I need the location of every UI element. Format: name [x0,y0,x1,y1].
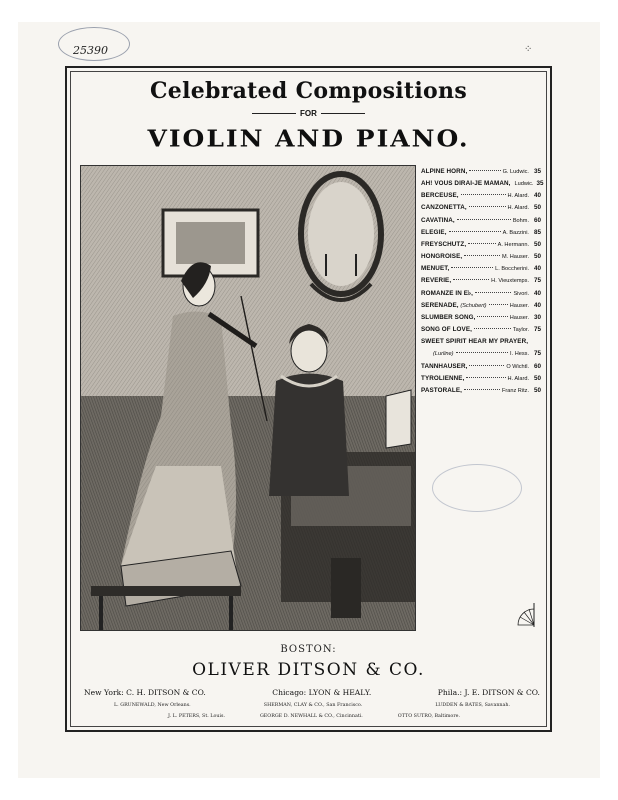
list-item: SERENADE, (Schubert) Hauser. 40 [421,301,541,309]
list-item: CANZONETTA, H. Alard. 50 [421,204,541,212]
subagent: L. GRUNEWALD, New Orleans. [114,703,191,708]
list-item: ROMANZE IN E♭, Sivori. 40 [421,289,541,297]
library-stamp [432,464,522,512]
list-item: FREYSCHUTZ, A. Hermann. 50 [421,240,541,248]
corner-mark-icon: ⁘ [524,44,533,55]
agent-chicago: Chicago: LYON & HEALY. [272,688,372,697]
catalog-number: 25390 [73,44,108,57]
subagent: J. L. PETERS, St. Louis. [168,714,225,719]
title-celebrated-compositions: Celebrated Compositions [149,78,468,104]
ornament-right-icon [321,113,365,114]
list-item: TYROLIENNE, H. Alard. 50 [421,374,541,382]
subagents-row-1 [84,703,540,708]
subagent: GEORGE D. NEWHALL & CO., Cincinnati. [259,714,363,719]
subagent: SHERMAN, CLAY & CO., San Francisco. [263,703,363,708]
subagents-row-2 [84,714,540,719]
list-item: SONG OF LOVE, Taylor. 75 [421,326,541,334]
list-item: SLUMBER SONG, Hauser. 30 [421,313,541,321]
ornament-left-icon [252,113,296,114]
list-item: AH! VOUS DIRAI-JE MAMAN, Ludwic. 35 [421,180,544,188]
oval-mirror [301,174,381,300]
publisher-name: OLIVER DITSON & CO. [192,660,425,680]
list-item: (Lurline) I. Hess. 75 [433,350,541,358]
copyright-stamp [58,27,130,61]
agent-philadelphia: Phila.: J. E. DITSON & CO. [437,688,540,697]
list-item: HONGROISE, M. Hauser. 50 [421,253,541,261]
agents-row [84,688,540,697]
subagent: LUDDEN & BATES, Savannah. [435,703,510,708]
list-item: TANNHAUSER, O Wichtl. 60 [421,362,541,370]
list-item: REVERIE, H. Vieuxtemps. 75 [421,277,541,285]
list-item: ELEGIE, A. Bazzini. 85 [421,228,541,236]
fan-ornament-icon [514,603,536,627]
agent-new-york: New York: C. H. DITSON & CO. [84,688,206,697]
list-item: SWEET SPIRIT HEAR MY PRAYER, [421,338,529,346]
list-item: BERCEUSE, H. Alard. 40 [421,192,541,200]
list-item: CAVATINA, Bohm. 60 [421,216,541,224]
for-word: FOR [300,109,317,118]
compositions-list [421,166,544,397]
engraving-illustration [80,165,416,631]
list-item: PASTORALE, Franz Ritz. 50 [421,386,541,394]
for-label [70,109,547,118]
list-item: ALPINE HORN, G. Ludwic. 35 [421,168,541,175]
list-item: MENUET, L. Boccherini. 40 [421,265,541,273]
city-label: BOSTON: [280,644,337,655]
title-violin-and-piano: VIOLIN AND PIANO. [147,125,470,152]
subagent: OTTO SUTRO, Baltimore. [397,714,460,719]
